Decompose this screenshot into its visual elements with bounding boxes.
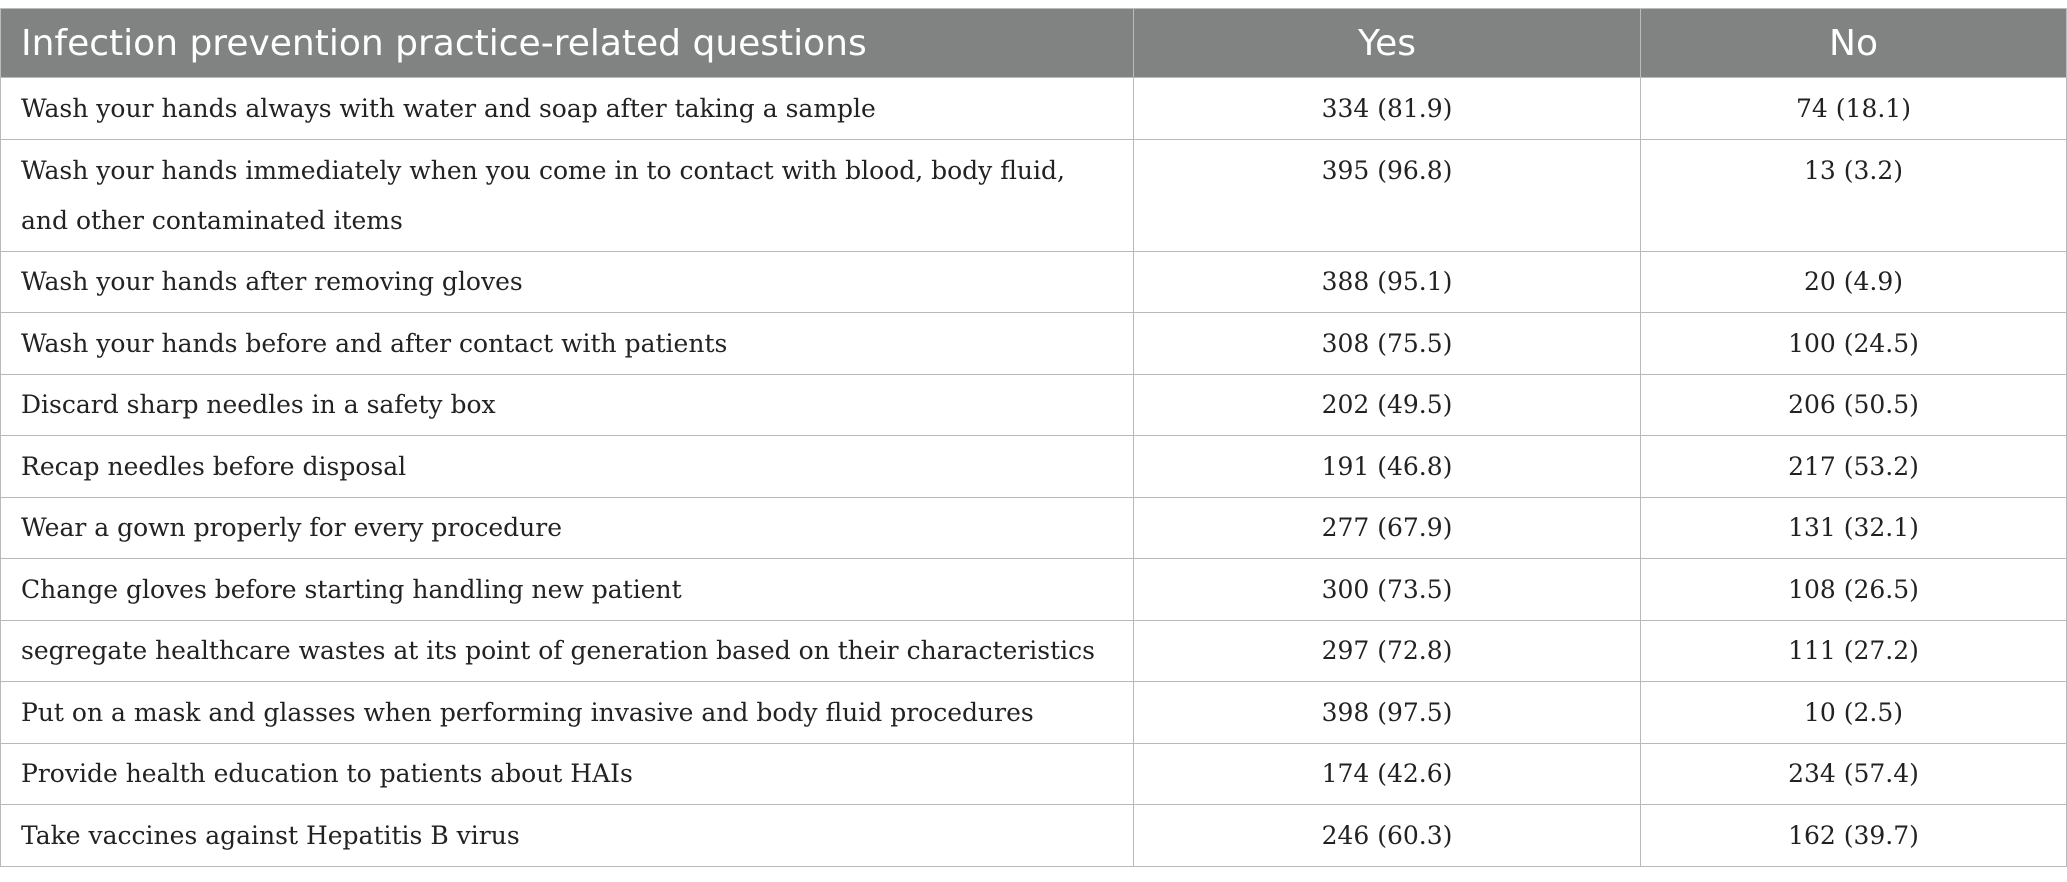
question-cell: Provide health education to patients about HAIs	[1, 743, 1134, 805]
question-cell: Wash your hands always with water and soap after taking a sample	[1, 78, 1134, 140]
yes-cell: 297 (72.8)	[1134, 620, 1641, 682]
table-row	[1, 436, 2067, 498]
question-cell: Take vaccines against Hepatitis B virus	[1, 805, 1134, 867]
yes-cell: 191 (46.8)	[1134, 436, 1641, 498]
question-cell: Recap needles before disposal	[1, 436, 1134, 498]
table-row	[1, 139, 2067, 251]
no-cell: 74 (18.1)	[1641, 78, 2067, 140]
yes-cell: 398 (97.5)	[1134, 682, 1641, 744]
table-row	[1, 743, 2067, 805]
no-cell: 111 (27.2)	[1641, 620, 2067, 682]
question-cell: Change gloves before starting handling new patient	[1, 559, 1134, 621]
table-body	[1, 78, 2067, 867]
question-cell: Discard sharp needles in a safety box	[1, 374, 1134, 436]
question-cell: Wear a gown properly for every procedure	[1, 497, 1134, 559]
table-header	[1, 9, 2067, 78]
question-cell: segregate healthcare wastes at its point of generation based on their characteristics	[1, 620, 1134, 682]
table-row	[1, 374, 2067, 436]
table-row	[1, 78, 2067, 140]
no-cell: 217 (53.2)	[1641, 436, 2067, 498]
yes-cell: 246 (60.3)	[1134, 805, 1641, 867]
table-row	[1, 251, 2067, 313]
no-cell: 131 (32.1)	[1641, 497, 2067, 559]
no-cell: 10 (2.5)	[1641, 682, 2067, 744]
question-cell: Wash your hands before and after contact with patients	[1, 313, 1134, 375]
no-cell: 13 (3.2)	[1641, 139, 2067, 251]
no-cell: 100 (24.5)	[1641, 313, 2067, 375]
yes-cell: 388 (95.1)	[1134, 251, 1641, 313]
yes-cell: 395 (96.8)	[1134, 139, 1641, 251]
question-cell: Wash your hands after removing gloves	[1, 251, 1134, 313]
question-cell: Wash your hands immediately when you come in to contact with blood, body fluid, and other contaminated items	[1, 139, 1134, 251]
no-cell: 206 (50.5)	[1641, 374, 2067, 436]
header-no: No	[1641, 9, 2067, 78]
table-row	[1, 620, 2067, 682]
yes-cell: 174 (42.6)	[1134, 743, 1641, 805]
no-cell: 20 (4.9)	[1641, 251, 2067, 313]
header-row	[1, 9, 2067, 78]
no-cell: 234 (57.4)	[1641, 743, 2067, 805]
header-yes: Yes	[1134, 9, 1641, 78]
yes-cell: 277 (67.9)	[1134, 497, 1641, 559]
yes-cell: 202 (49.5)	[1134, 374, 1641, 436]
table-row	[1, 559, 2067, 621]
no-cell: 162 (39.7)	[1641, 805, 2067, 867]
question-cell: Put on a mask and glasses when performing invasive and body fluid procedures	[1, 682, 1134, 744]
table-row	[1, 313, 2067, 375]
yes-cell: 308 (75.5)	[1134, 313, 1641, 375]
table-row	[1, 497, 2067, 559]
yes-cell: 300 (73.5)	[1134, 559, 1641, 621]
yes-cell: 334 (81.9)	[1134, 78, 1641, 140]
practice-table-container	[0, 8, 2067, 867]
header-question: Infection prevention practice-related questions	[1, 9, 1134, 78]
table-row	[1, 805, 2067, 867]
no-cell: 108 (26.5)	[1641, 559, 2067, 621]
table-row	[1, 682, 2067, 744]
infection-prevention-practice-table	[0, 8, 2067, 867]
